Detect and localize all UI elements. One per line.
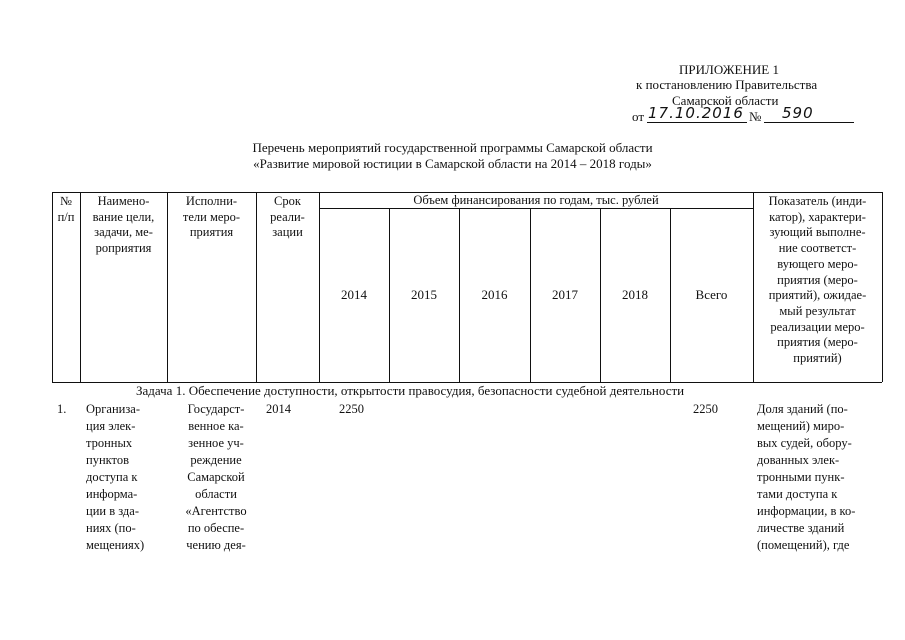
row1-executor: Государст- венное ка- зенное уч- реждение Самарской области «Агентство по обеспе- чению дея- [185,402,247,552]
header-year-2017: 2017 [552,287,578,302]
header-term: Срок реали- зации [270,194,305,240]
header-num: № п/п [57,194,75,224]
appendix-date: 17.10.2016 [648,104,744,122]
header-total: Всего [695,287,728,302]
appendix-line-1: к постановлению Правительства [636,77,818,92]
appendix-title: ПРИЛОЖЕНИЕ 1 [679,62,779,77]
row1-term: 2014 [266,402,291,416]
row1-2014: 2250 [339,402,364,416]
appendix-number: 590 [782,104,814,122]
appendix-from-label: от [632,109,645,124]
doc-title-line-2: «Развитие мировой юстиции в Самарской области на 2014 – 2018 годы» [253,156,652,171]
header-name: Наимено- вание цели, задачи, ме- роприятия [92,194,155,256]
header-financing: Объем финансирования по годам, тыс. рублей [413,193,659,207]
appendix-number-sign: № [749,109,762,124]
header-executors: Исполни- тели меро- приятия [182,194,241,240]
number-underline [764,122,854,123]
row1-name: Организа- ция элек- тронных пунктов доступа к информа- ции в зда- ниях (по- мещениях) [86,402,145,552]
row1-indicator: Доля зданий (по- мещений) миро- вых судей, обору- дованных элек- тронными пунк- тами доступа к информации, в ко- личестве зданий (помещений), где [757,402,856,552]
date-underline [647,122,747,123]
appendix-line-2: Самарской области [672,93,779,108]
doc-title-line-1: Перечень мероприятий государственной программы Самарской области [252,140,653,155]
row1-total: 2250 [693,402,718,416]
row1-num: 1. [57,402,67,416]
header-year-2014: 2014 [341,287,367,302]
header-year-2018: 2018 [622,287,648,302]
task-heading: Задача 1. Обеспечение доступности, открытости правосудия, безопасности судебной деятельности [136,383,685,398]
header-year-2015: 2015 [411,287,437,302]
header-indicator: Показатель (инди- катор), характери- зующий выполне- ние соответст- вующего меро- приятия (меро- приятий), ожидае- мый результат реализации меро- приятия (меро- приятий) [768,194,867,366]
header-year-2016: 2016 [481,287,508,302]
